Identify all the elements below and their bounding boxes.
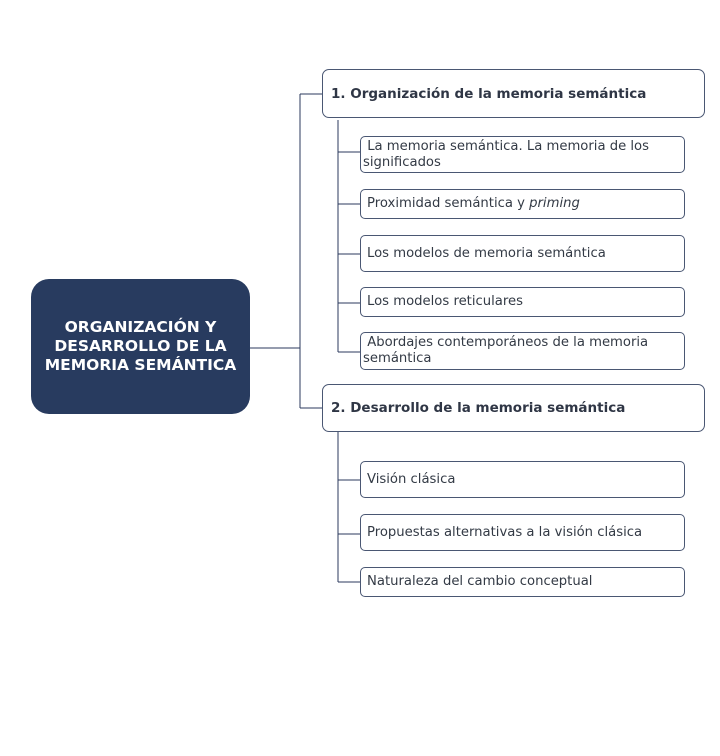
item-line-2: semántica (363, 351, 432, 366)
item-memoria-semantica (360, 136, 685, 173)
section-title: 1. Organización de la memoria semántica (331, 85, 647, 102)
item-label (367, 196, 580, 212)
item-label: Los modelos de memoria semántica (367, 245, 606, 261)
item-label: Visión clásica (367, 471, 456, 487)
item-line-1: La memoria semántica. La memoria de los (363, 138, 649, 154)
item-line-1: Abordajes contemporáneos de la memoria (363, 335, 649, 350)
item-label: Propuestas alternativas a la visión clásica (367, 524, 643, 540)
root-node (31, 279, 250, 414)
root-node-label (45, 318, 237, 375)
section-title: 2. Desarrollo de la memoria semántica (331, 400, 626, 416)
root-line-3: MEMORIA SEMÁNTICA (44, 356, 237, 374)
item-label: Los modelos reticulares (367, 294, 523, 309)
item-modelos-reticulares (360, 287, 685, 317)
item-line-2: significados (363, 154, 441, 170)
item-label-emphasis: priming (529, 196, 580, 211)
item-abordajes-contemporaneos (360, 332, 685, 370)
section-organizacion (322, 69, 705, 118)
item-proximidad-semantica (360, 189, 685, 219)
item-label-text: Proximidad semántica y (367, 196, 530, 211)
item-vision-clasica (360, 461, 685, 498)
root-line-2: DESARROLLO DE LA (54, 337, 227, 355)
item-modelos-memoria (360, 235, 685, 272)
item-propuestas-alternativas (360, 514, 685, 551)
root-line-1: ORGANIZACIÓN Y (64, 318, 217, 336)
item-label: Naturaleza del cambio conceptual (367, 574, 593, 589)
item-cambio-conceptual (360, 567, 685, 597)
section-desarrollo (322, 384, 705, 432)
